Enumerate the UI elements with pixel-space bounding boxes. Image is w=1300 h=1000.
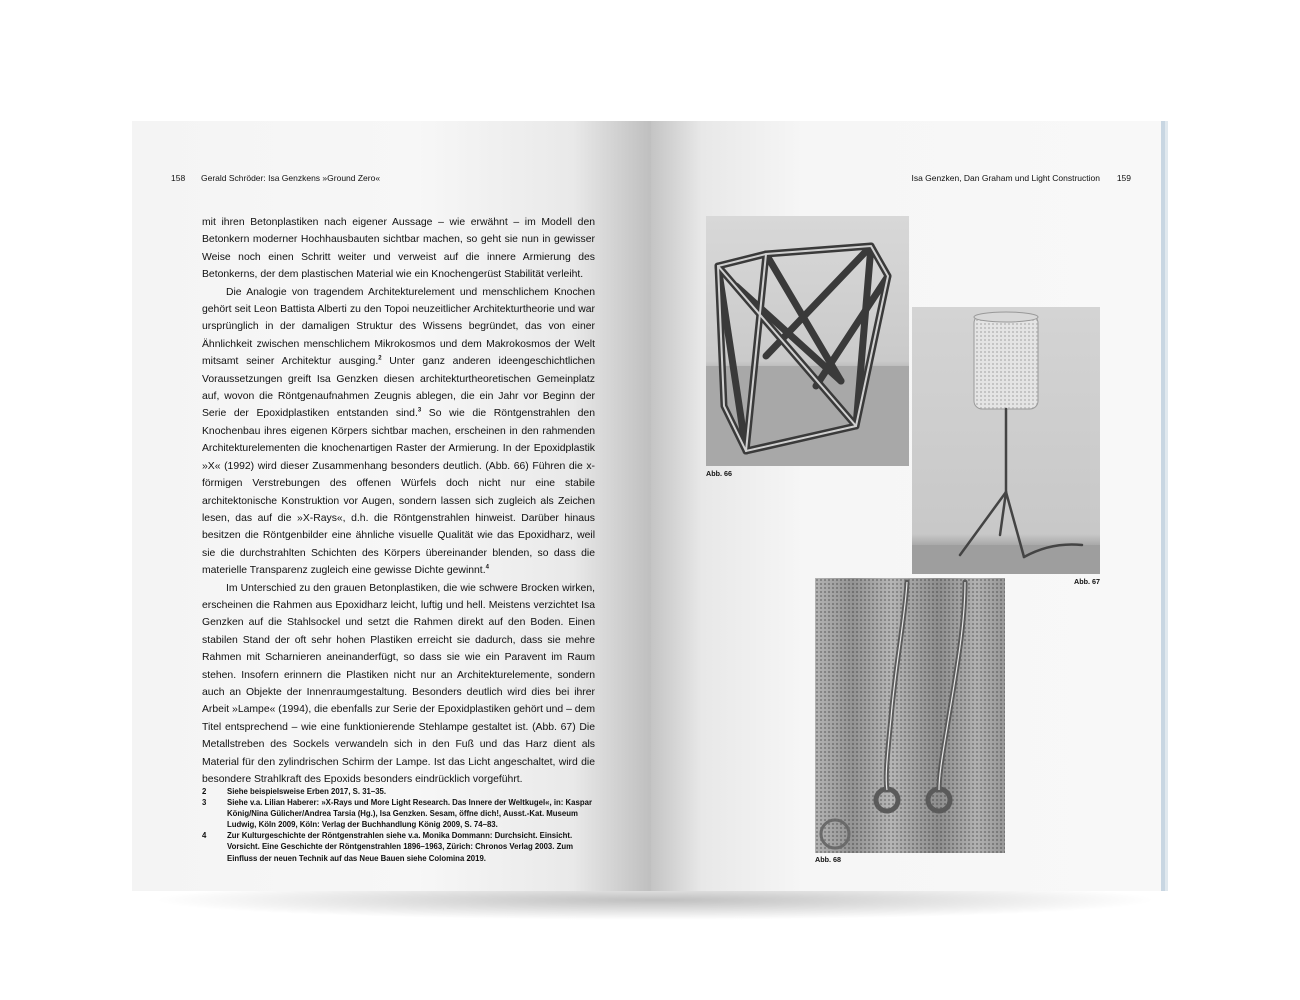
footnote [202, 797, 595, 830]
paragraph-text: So wie die Röntgenstrahlen den Knochenbau ihres eigenen Körpers sichtbar machen, erscheinen in den rahmenden Architekturelementen die knochenartigen Raster der Armierung. In der Epoxidplastik »X« (1992) wird dieser Zusammenhang besonders deutlich. (Abb. 66) Führen die x-förmigen Verstrebungen des offenen Würfels doch nicht nur eine stabile architektonische Konstruktion vor Augen, sondern lassen sich zugleich als Zeichen lesen, das auf die »X-Rays«, d.h. die Röntgenstrahlen hinweist. Darüber hinaus besitzen die Röntgenbilder eine ähnliche visuelle Qualität wie das Epoxidharz, weil sie die durchstrahlten Schichten des Körpers übereinander blenden, so dass die materielle Transparenz zugleich eine gewisse Dichte gewinnt. [202, 408, 595, 577]
left-page [132, 121, 651, 891]
figure-caption: Abb. 66 [706, 469, 732, 478]
paragraph [202, 284, 595, 580]
paragraph: mit ihren Betonplastiken nach eigener Aussage – wie erwähnt – im Modell den Betonkern moderner Hochhausbauten sichtbar machen, so geht sie nun in gewisser Weise noch einen Schritt weiter und verweist auf die innere Armierung des Betonkerns, der dem plastischen Material wie ein Knochengerüst Stabilität verleiht. [202, 217, 595, 281]
figure-caption: Abb. 67 [1074, 577, 1100, 586]
page-edge [1165, 121, 1168, 891]
footnote-number: 4 [202, 831, 207, 841]
footnote-ref: 4 [485, 564, 489, 571]
body-text [202, 214, 595, 788]
footnotes [202, 786, 595, 864]
paragraph-text: Die Analogie von tragendem Architekturelement und menschlichem Knochen gehört seit Leon Battista Alberti zu den Topoi neuzeitlicher Architekturtheorie und war ursprünglich in der damaligen Struktur des Wissens begründet, das von einer Ähnlichkeit zwischen menschlichem Mikrokosmos und dem Makrokosmos der Welt mitsamt seiner Architektur ausging. [202, 286, 595, 368]
right-page-number: 159 [1116, 173, 1131, 183]
right-page [651, 121, 1161, 891]
footnote-text: Siehe beispielsweise Erben 2017, S. 31–35. [227, 787, 387, 796]
left-page-number: 158 [171, 173, 186, 183]
paragraph-text: Unter ganz anderen ideengeschichtlichen Voraussetzungen greift Isa Genzken diesen architekturtheoretischen Gemeinplatz auf, wovon die Röntgenaufnahmen Zeugnis ablegen, die ein Jahr vor Beginn der Serie der Epoxidplastiken entstanden sind. [202, 356, 595, 420]
footnote-ref: 3 [417, 408, 422, 414]
footnote-number: 2 [202, 787, 207, 796]
figure-caption: Abb. 68 [815, 855, 841, 864]
paragraph: Im Unterschied zu den grauen Betonplastiken, die wie schwere Brocken wirken, erscheinen die Rahmen aus Epoxidharz leicht, luftig und hell. Meistens verzichtet Isa Genzken auf die Stahlsockel und setzt die Rahmen direkt auf den Boden. Einen stabilen Stand der oft sehr hohen Plastiken erreicht sie dadurch, dass sie mehre Rahmen mit Scharnieren aneinanderfügt, so dass sie wie ein Paravent im Raum stehen. Insofern erinnern die Plastiken nicht nur an Architekturelemente, sondern auch an Objekte der Innenraumgestaltung. Besonders deutlich wird dies bei ihrer Arbeit »Lampe« (1994), die ebenfalls zur Serie der Epoxidplastiken gehört und – dem Titel entsprechend – wie eine funktionierende Stehlampe gestaltet ist. (Abb. 67) Die Metallstreben des Sockels verwandeln sich in den Fuß und das Harz dient als Material für den zylindrischen Schirm der Lampe. Ist das Licht angeschaltet, wird die besondere Strahlkraft des Epoxids besonders eindrücklich vorgeführt. [202, 582, 595, 785]
footnote-text: Zur Kulturgeschichte der Röntgenstrahlen siehe v.a. Monika Dommann: Durchsicht. Einsicht. Vorsicht. Eine Geschichte der Röntgenstrahlen 1896–1963, Zürich: Chronos Verlag 2003. Zum Einfluss der neuen Technik auf das Neue Bauen siehe Colomina 2019. [227, 831, 574, 863]
footnote [202, 786, 595, 797]
footnote-ref: 2 [378, 355, 382, 362]
x-cube-sculpture-photo [706, 216, 909, 466]
xray-photo [815, 578, 1005, 853]
footnote [202, 830, 595, 863]
left-running-head: Gerald Schröder: Isa Genzkens »Ground Zero« [201, 173, 381, 183]
floor-lamp-photo [912, 307, 1100, 574]
footnote-text: Siehe v.a. Lilian Haberer: »X-Rays und More Light Research. Das Innere der Weltkugel«, in: Kaspar König/Nina Gülicher/Andrea Tarsia (Hg.), Isa Genzken. Sesam, öffne dich!, Ausst.-Kat. Museum Ludwig, Köln 2009, Köln: Verlag der Buchhandlung König 2009, S. 74–83. [227, 798, 592, 830]
right-running-head: Isa Genzken, Dan Graham und Light Construction [911, 173, 1100, 183]
footnote-number: 3 [202, 798, 207, 808]
